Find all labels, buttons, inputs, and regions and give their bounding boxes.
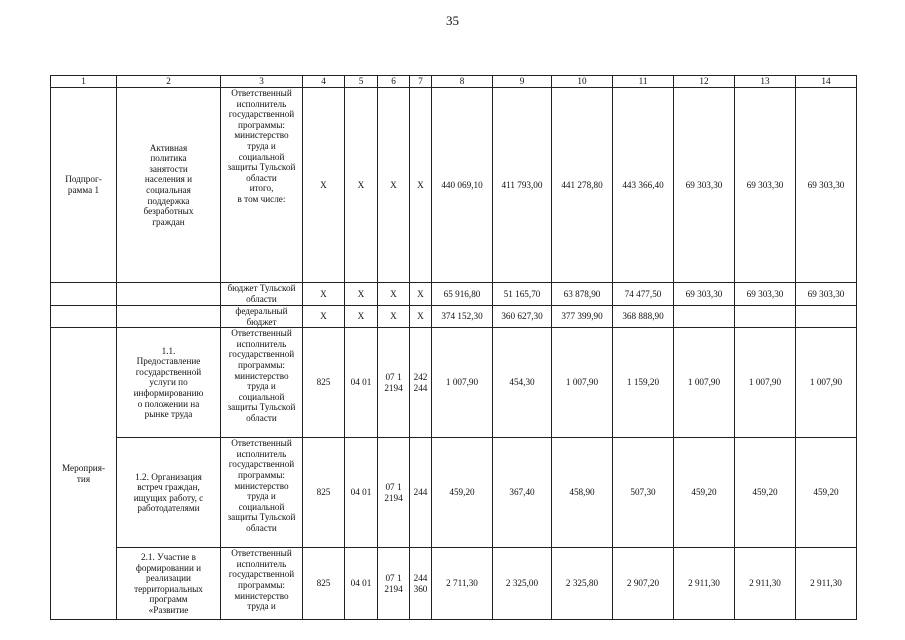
column-number-header: 8 (432, 76, 493, 88)
row-category-cell: Подпрог- рамма 1 (51, 88, 117, 283)
amount-cell: 458,90 (552, 438, 613, 548)
program-name-cell: 2.1. Участие в формировании и реализации территориальных программ «Развитие (117, 548, 221, 620)
grbs-code-cell: 825 (303, 328, 345, 438)
expense-type-cell: Х (410, 283, 432, 306)
section-code-cell: 04 01 (345, 548, 378, 620)
row-category-cell (51, 306, 117, 328)
column-number-header: 3 (221, 76, 303, 88)
target-article-cell: Х (378, 88, 410, 283)
column-number-header: 4 (303, 76, 345, 88)
row-category-cell (51, 283, 117, 306)
grbs-code-cell: Х (303, 283, 345, 306)
table-row (51, 438, 857, 548)
amount-cell: 1 007,90 (796, 328, 857, 438)
amount-cell: 459,20 (674, 438, 735, 548)
amount-cell: 69 303,30 (796, 283, 857, 306)
section-code-cell: Х (345, 88, 378, 283)
executor-cell: Ответственный исполнитель государственной программы: министерство труда и социальной защиты Тульской области итого, в том числе: (221, 88, 303, 283)
table-row (51, 548, 857, 620)
amount-cell: 69 303,30 (735, 88, 796, 283)
amount-cell: 69 303,30 (674, 283, 735, 306)
amount-cell: 69 303,30 (796, 88, 857, 283)
executor-cell: бюджет Тульской области (221, 283, 303, 306)
amount-cell: 2 325,00 (493, 548, 552, 620)
budget-table (50, 75, 857, 620)
page-number: 35 (446, 13, 459, 28)
grbs-code-cell: Х (303, 88, 345, 283)
amount-cell: 2 711,30 (432, 548, 493, 620)
section-code-cell: Х (345, 283, 378, 306)
amount-cell (674, 306, 735, 328)
amount-cell: 1 007,90 (674, 328, 735, 438)
table-row (51, 328, 857, 438)
amount-cell: 2 907,20 (613, 548, 674, 620)
amount-cell: 1 007,90 (552, 328, 613, 438)
program-name-cell (117, 306, 221, 328)
amount-cell: 459,20 (432, 438, 493, 548)
executor-cell: Ответственный исполнитель государственной программы: министерство труда и социальной защиты Тульской области (221, 328, 303, 438)
executor-cell: Ответственный исполнитель государственной программы: министерство труда и (221, 548, 303, 620)
target-article-cell: Х (378, 306, 410, 328)
table-row (51, 283, 857, 306)
target-article-cell: 07 1 2194 (378, 548, 410, 620)
amount-cell: 65 916,80 (432, 283, 493, 306)
target-article-cell: Х (378, 283, 410, 306)
expense-type-cell: 244 (410, 438, 432, 548)
program-name-cell (117, 283, 221, 306)
executor-cell: федеральный бюджет (221, 306, 303, 328)
header-row (51, 76, 857, 88)
amount-cell: 1 159,20 (613, 328, 674, 438)
column-number-header: 1 (51, 76, 117, 88)
table-row (51, 88, 857, 283)
grbs-code-cell: Х (303, 306, 345, 328)
program-name-cell: 1.2. Организация встреч граждан, ищущих работу, с работодателями (117, 438, 221, 548)
amount-cell: 443 366,40 (613, 88, 674, 283)
column-number-header: 10 (552, 76, 613, 88)
column-number-header: 5 (345, 76, 378, 88)
column-number-header: 2 (117, 76, 221, 88)
amount-cell: 2 911,30 (796, 548, 857, 620)
row-category-cell: Мероприя- тия (51, 328, 117, 620)
amount-cell: 63 878,90 (552, 283, 613, 306)
grbs-code-cell: 825 (303, 548, 345, 620)
column-number-header: 14 (796, 76, 857, 88)
column-number-header: 11 (613, 76, 674, 88)
amount-cell (796, 306, 857, 328)
table-row (51, 306, 857, 328)
expense-type-cell: Х (410, 88, 432, 283)
amount-cell: 2 325,80 (552, 548, 613, 620)
expense-type-cell: 244 360 (410, 548, 432, 620)
column-number-header: 6 (378, 76, 410, 88)
column-number-header: 7 (410, 76, 432, 88)
amount-cell: 454,30 (493, 328, 552, 438)
amount-cell: 2 911,30 (674, 548, 735, 620)
amount-cell: 441 278,80 (552, 88, 613, 283)
column-number-header: 12 (674, 76, 735, 88)
amount-cell: 69 303,30 (674, 88, 735, 283)
amount-cell: 507,30 (613, 438, 674, 548)
amount-cell: 459,20 (796, 438, 857, 548)
program-name-cell: Активная политика занятости населения и социальная поддержка безработных граждан (117, 88, 221, 283)
expense-type-cell: 242 244 (410, 328, 432, 438)
executor-cell: Ответственный исполнитель государственной программы: министерство труда и социальной защиты Тульской области (221, 438, 303, 548)
column-number-header: 9 (493, 76, 552, 88)
amount-cell: 51 165,70 (493, 283, 552, 306)
target-article-cell: 07 1 2194 (378, 438, 410, 548)
section-code-cell: 04 01 (345, 438, 378, 548)
amount-cell: 459,20 (735, 438, 796, 548)
amount-cell: 2 911,30 (735, 548, 796, 620)
amount-cell: 374 152,30 (432, 306, 493, 328)
amount-cell: 368 888,90 (613, 306, 674, 328)
amount-cell: 377 399,90 (552, 306, 613, 328)
amount-cell: 74 477,50 (613, 283, 674, 306)
amount-cell: 360 627,30 (493, 306, 552, 328)
column-number-header: 13 (735, 76, 796, 88)
amount-cell: 1 007,90 (432, 328, 493, 438)
amount-cell (735, 306, 796, 328)
section-code-cell: Х (345, 306, 378, 328)
amount-cell: 440 069,10 (432, 88, 493, 283)
program-name-cell: 1.1. Предоставление государственной услуги по информированию о положении на рынке труда (117, 328, 221, 438)
grbs-code-cell: 825 (303, 438, 345, 548)
amount-cell: 411 793,00 (493, 88, 552, 283)
amount-cell: 367,40 (493, 438, 552, 548)
section-code-cell: 04 01 (345, 328, 378, 438)
amount-cell: 69 303,30 (735, 283, 796, 306)
expense-type-cell: Х (410, 306, 432, 328)
target-article-cell: 07 1 2194 (378, 328, 410, 438)
amount-cell: 1 007,90 (735, 328, 796, 438)
